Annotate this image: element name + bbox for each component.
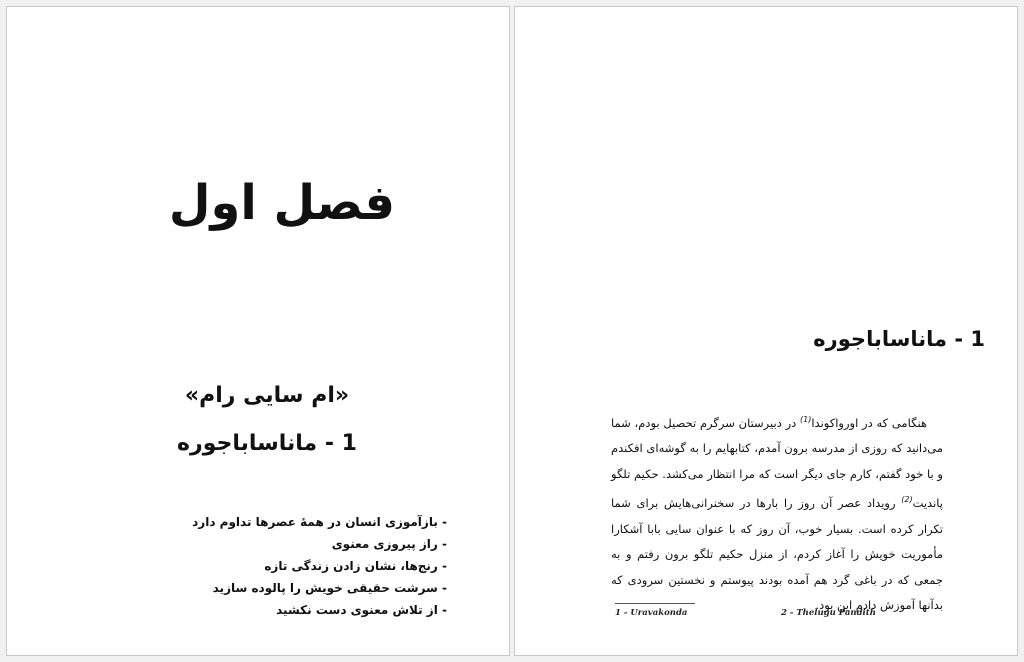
right-page	[514, 6, 1018, 656]
topics-list	[192, 511, 447, 621]
topic-item: - راز پیروزی معنوی	[331, 537, 447, 551]
footnote-divider	[615, 603, 695, 604]
body-paragraph	[611, 407, 943, 619]
topic-item: - از تلاش معنوی دست نکشید	[276, 603, 447, 617]
part-title: «ام سایی رام»	[184, 383, 350, 408]
topic-item: - رنج‌ها، نشان زادن زندگی تازه	[264, 559, 447, 573]
footnote: 2 - Thelugu Pandith	[781, 608, 876, 618]
body-text-part: هنگامی که در اورواکوندا	[811, 415, 927, 430]
footnote-ref: (2)	[901, 495, 913, 505]
chapter-title: فصل اول	[168, 175, 396, 231]
footnote: 1 - Uravakonda	[615, 608, 688, 618]
topic-item: - سرشت حقیقی خویش را پالوده سازید	[212, 581, 447, 595]
body-text-part: رویداد عصر آن روز را بارها در سخنرانی‌هایش برای شما تکرار کرده است. بسیار خوب، آن روز که با عنوان سایی بابا آشکارا مأموریت خویش را آغاز کردم، از منزل حکیم تلگو برون رفتم و به جمعی که در باغی گرد هم آمده بودند پیوستم و نخستین سرودی که بدآنها آموزش دادم این بود.	[611, 496, 943, 613]
section-heading: 1 - ماناساباجوره	[813, 327, 985, 351]
body-text-part: در دبیرستان سرگرم تحصیل بودم، شما می‌دانید که روزی از مدرسه برون آمدم، کتابهایم را به گوشه‌ای افکندم و با خود گفتم، کارم جای دیگر است که مرا انتظار می‌کشد. حکیم تلگو پاندیت	[611, 415, 943, 511]
section-heading: 1 - ماناساباجوره	[177, 431, 357, 456]
topic-item: - بازآموزی انسان در همۀ عصرها تداوم دارد	[192, 515, 447, 529]
left-page	[6, 6, 510, 656]
footnote-ref: (1)	[800, 415, 812, 424]
